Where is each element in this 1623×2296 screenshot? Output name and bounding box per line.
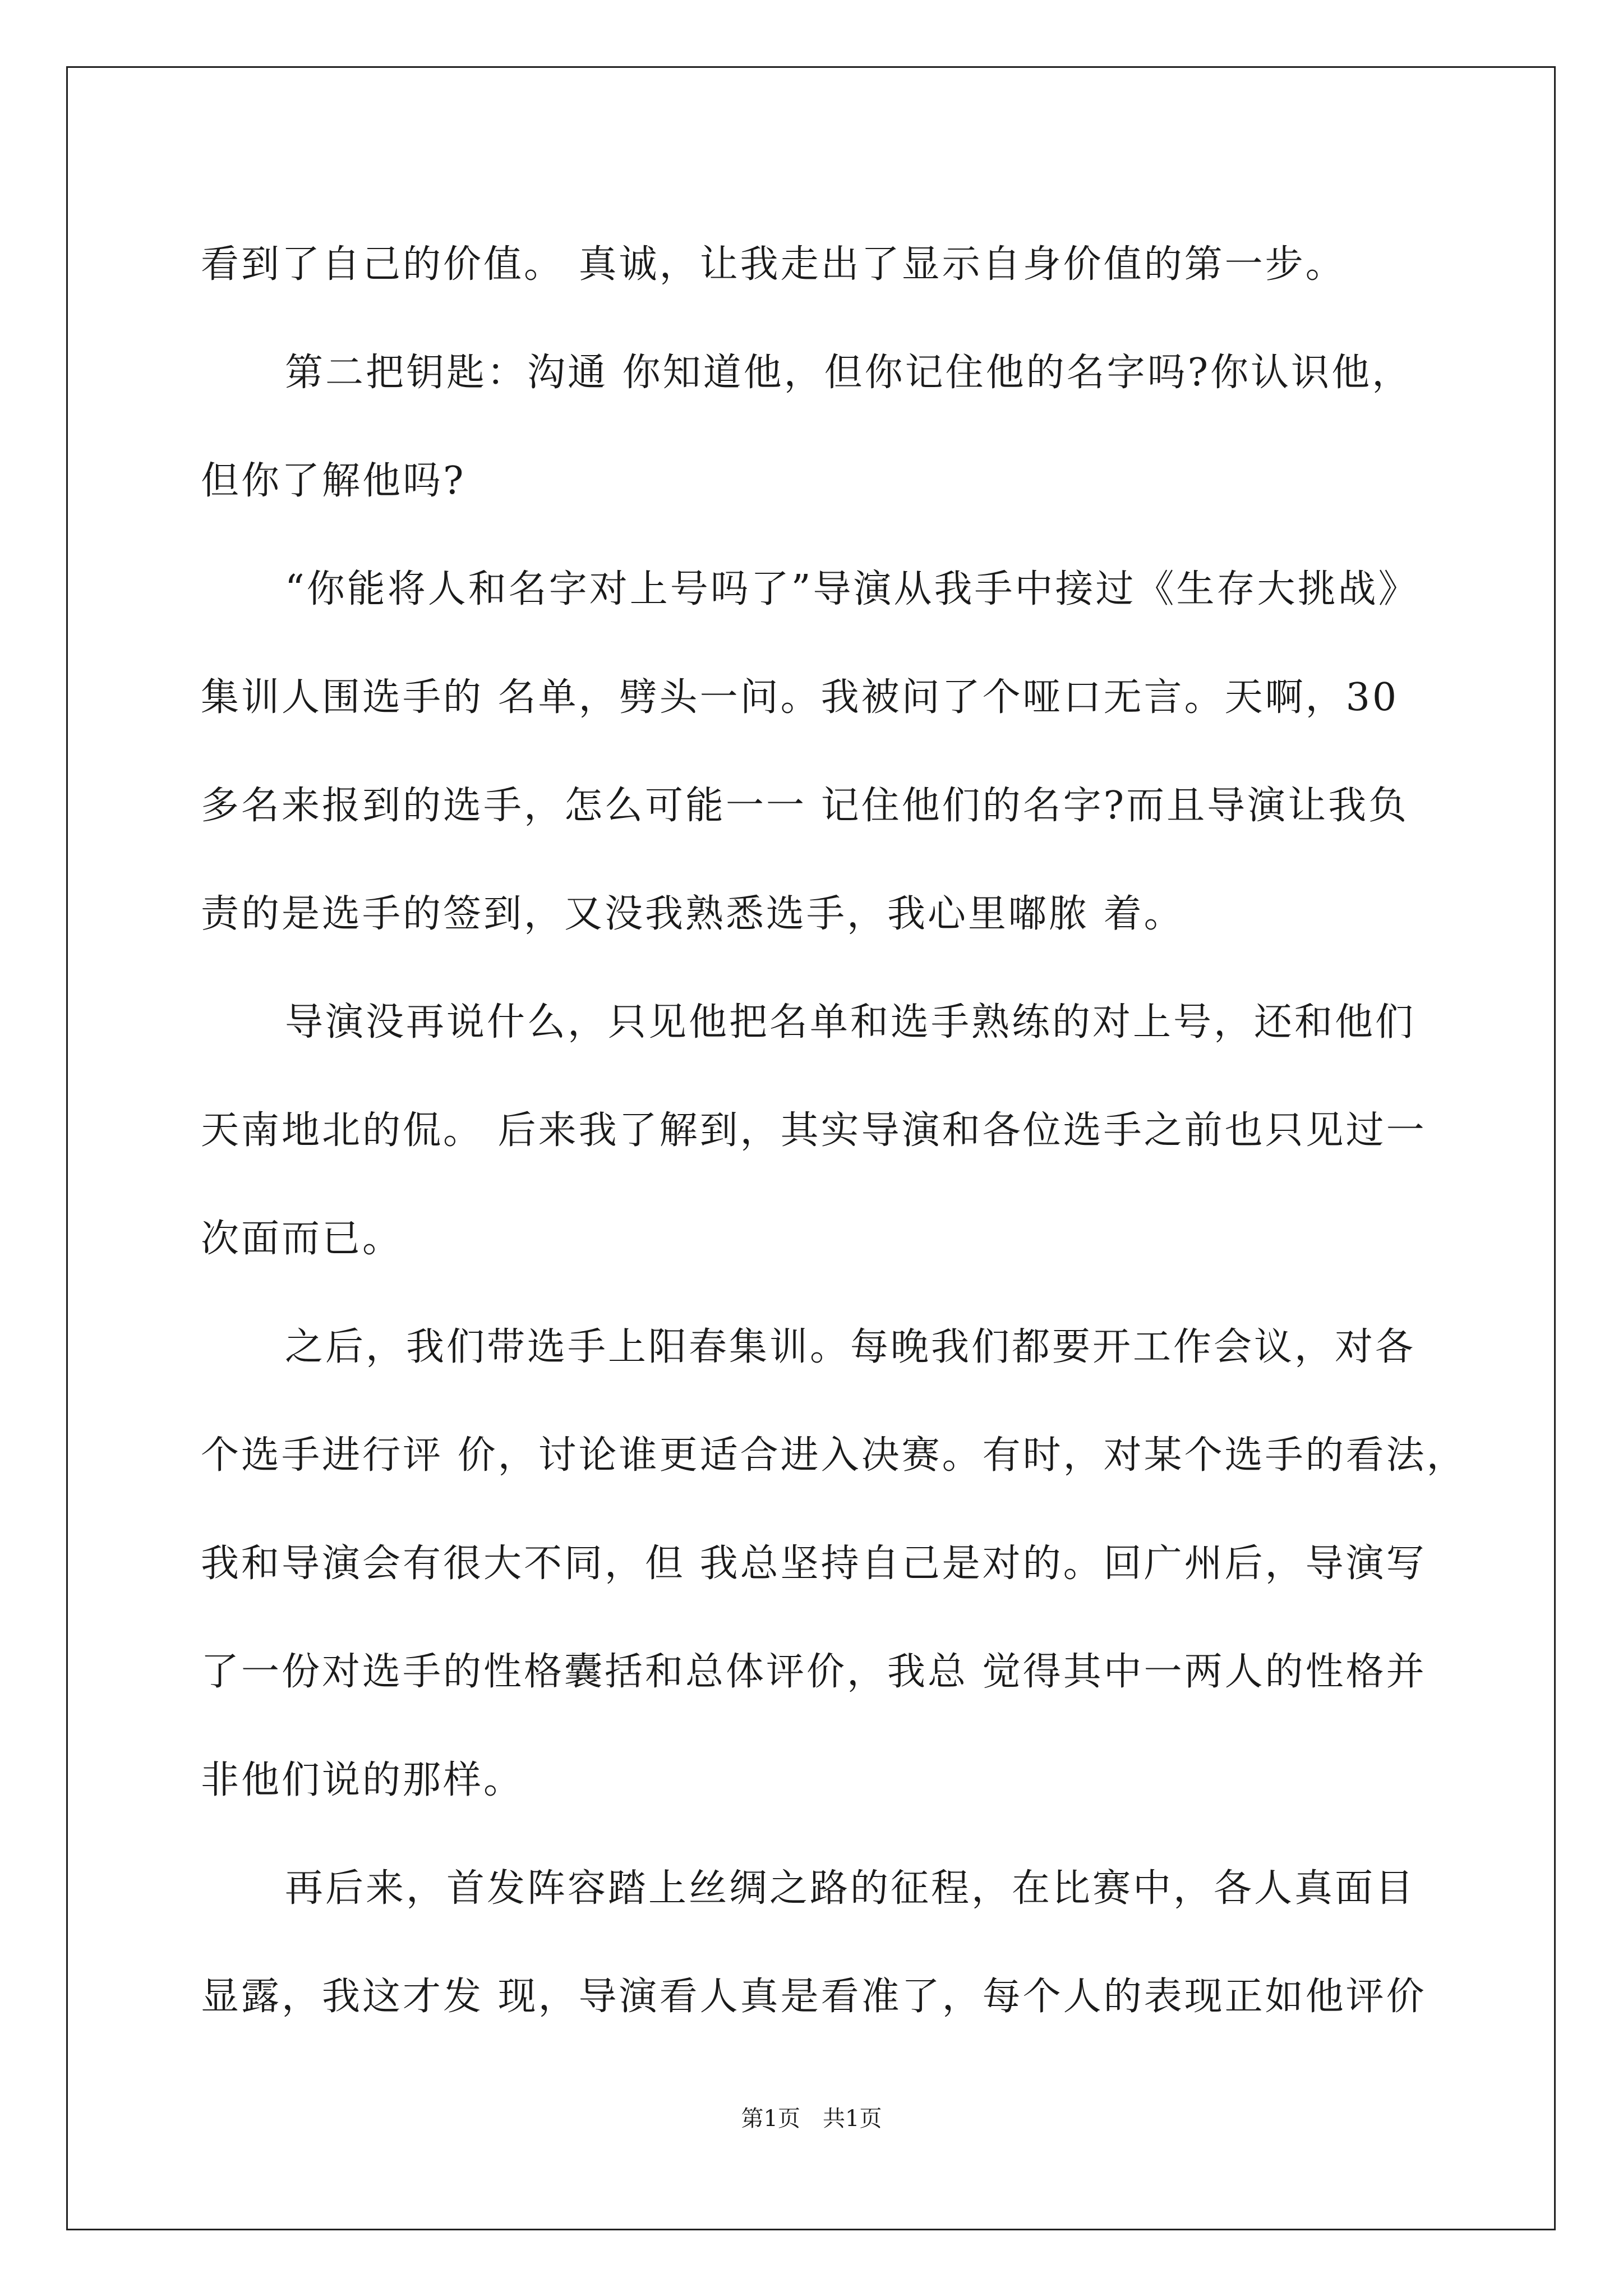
text-line: 显露，我这才发 现，导演看人真是看准了，每个人的表现正如他评价 [201,1975,1427,2019]
document-body [201,210,1467,2051]
text-line: 我和导演会有很大不同，但 我总坚持自己是对的。回广州后，导演写 [201,1542,1427,1586]
text-line: 非他们说的那样。 [201,1758,524,1802]
text-line: 看到了自己的价值。 真诚，让我走出了显示自身价值的第一步。 [201,242,1346,287]
page-footer: 第1页 共1页 [741,2106,882,2132]
text-line: 责的是选手的签到，又没我熟悉选手，我心里嘟脓 着。 [201,892,1184,936]
text-line: 集训人围选手的 名单，劈头一问。我被问了个哑口无言。天啊，30 [201,675,1399,720]
text-line: 个选手进行评 价，讨论谁更适合进入决赛。有时，对某个选手的看法， [201,1433,1467,1478]
text-line: 第二把钥匙：沟通 你知道他，但你记住他的名字吗?你认识他， [285,351,1413,395]
text-line: 次面而已。 [201,1217,403,1261]
text-line: 但你了解他吗? [201,459,466,503]
text-line: “你能将人和名字对上号吗了”导演从我手中接过《生存大挑战》 [285,567,1419,611]
text-line: 了一份对选手的性格囊括和总体评价，我总 觉得其中一两人的性格并 [201,1650,1427,1694]
text-line: 导演没再说什么，只见他把名单和选手熟练的对上号，还和他们 [285,1000,1416,1045]
text-line: 之后，我们带选手上阳春集训。每晚我们都要开工作会议，对各 [285,1325,1416,1369]
text-line: 天南地北的侃。 后来我了解到，其实导演和各位选手之前也只见过一 [201,1108,1427,1153]
text-line: 再后来，首发阵容踏上丝绸之路的征程，在比赛中，各人真面目 [285,1866,1416,1911]
text-line: 多名来报到的选手，怎么可能一一 记住他们的名字?而且导演让我负 [201,784,1409,828]
